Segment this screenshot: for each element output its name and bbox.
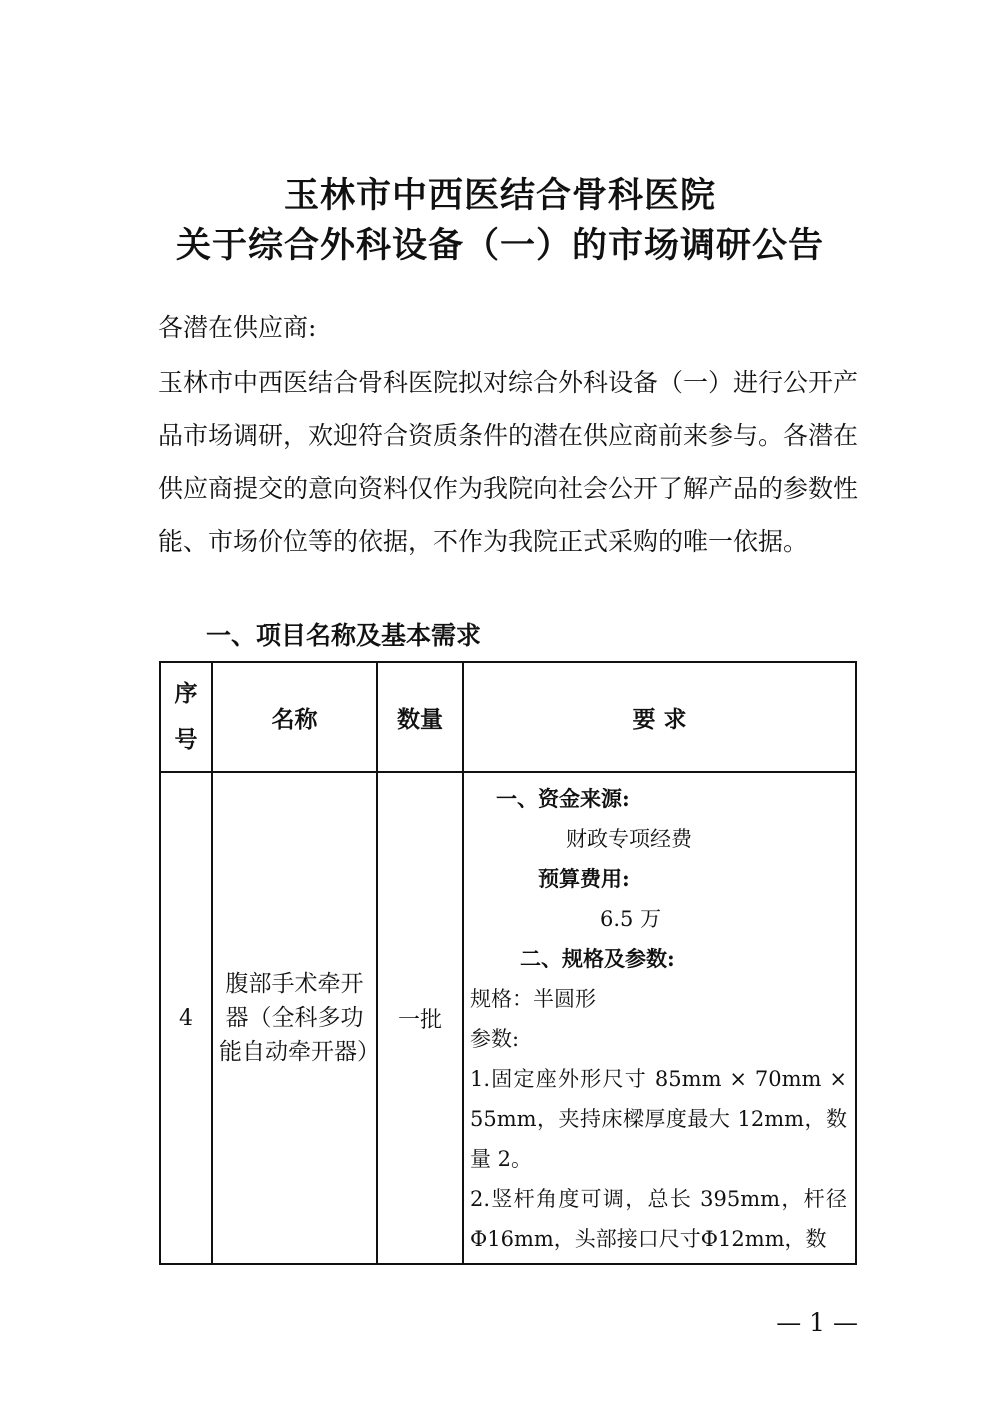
header-index-line2: 号 <box>174 726 198 753</box>
row-quantity: 一批 <box>377 772 463 1264</box>
row-name: 腹部手术牵开器（全科多功能自动牵开器） <box>212 772 377 1264</box>
req-spec: 规格：半圆形 <box>470 987 596 1011</box>
req-heading-specs: 二、规格及参数: <box>520 946 675 971</box>
salutation: 各潜在供应商: <box>158 313 317 342</box>
header-index-line1: 序 <box>174 680 198 707</box>
header-name: 名称 <box>212 662 377 772</box>
requirements-table <box>159 661 857 1265</box>
req-params-label: 参数: <box>470 1027 520 1051</box>
req-heading-funding: 一、资金来源: <box>496 786 630 811</box>
req-param-2: 2.竖杆角度可调，总长 395mm，杆径Φ16mm，头部接口尺寸Φ12mm，数 <box>470 1187 847 1251</box>
req-budget-amount: 6.5 万 <box>600 907 662 931</box>
header-index <box>160 662 212 772</box>
table-row <box>160 772 856 1264</box>
req-funding-source: 财政专项经费 <box>566 827 692 851</box>
page-number: — 1 — <box>776 1308 858 1337</box>
req-budget-label: 预算费用: <box>538 866 630 891</box>
req-param-1: 1.固定座外形尺寸 85mm × 70mm × 55mm，夹持床樑厚度最大 12mm，数量 2。 <box>470 1067 847 1171</box>
header-quantity: 数量 <box>377 662 463 772</box>
document-title-line2: 关于综合外科设备（一）的市场调研公告 <box>175 225 824 266</box>
table-header-row <box>160 662 856 772</box>
row-index: 4 <box>160 772 212 1264</box>
section-heading: 一、项目名称及基本需求 <box>206 621 482 650</box>
header-requirements: 要 求 <box>463 662 856 772</box>
document-title-line1: 玉林市中西医结合骨科医院 <box>283 175 716 216</box>
row-requirements <box>463 772 856 1264</box>
body-paragraph: 玉林市中西医结合骨科医院拟对综合外科设备（一）进行公开产品市场调研，欢迎符合资质条件的潜在供应商前来参与。各潜在供应商提交的意向资料仅作为我院向社会公开了解产品的参数性能、市场价位等的依据，不作为我院正式采购的唯一依据。 <box>158 368 859 556</box>
